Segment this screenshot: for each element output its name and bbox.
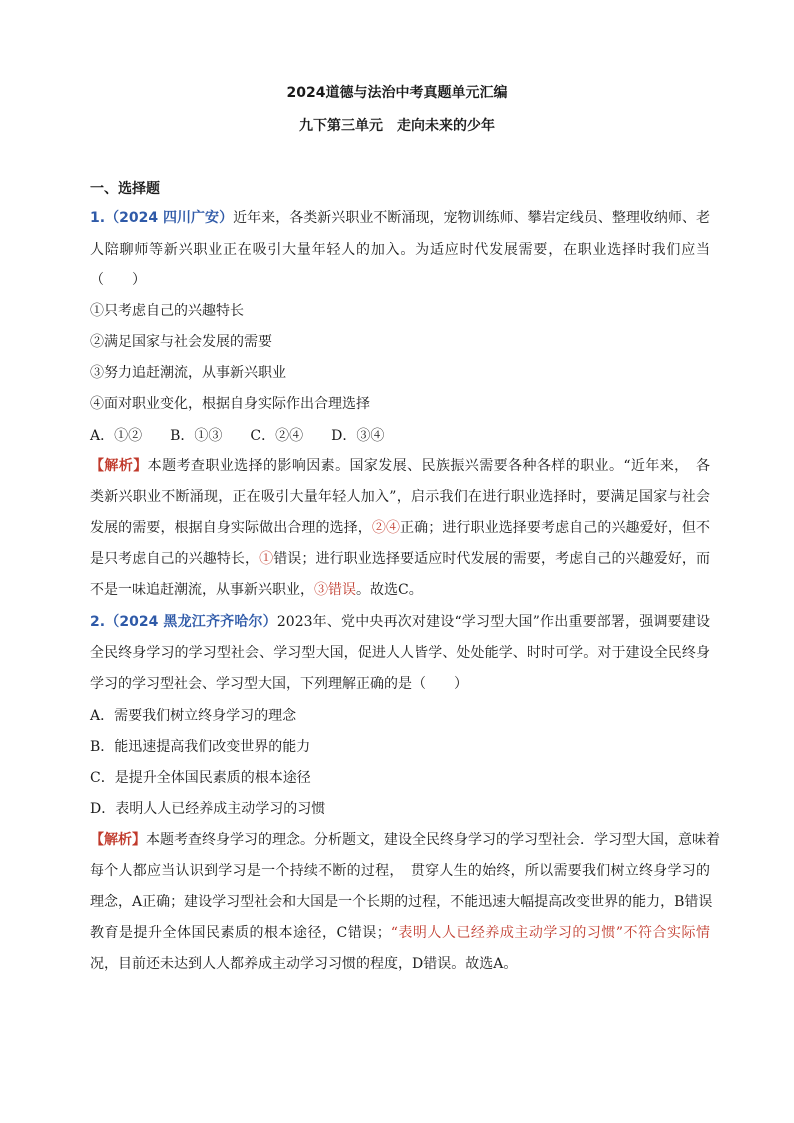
q2-stem-line3: 学习的学习型社会、学习型大国，下列理解正确的是（ ） — [90, 676, 468, 692]
q1-analysis-tag: 【解析】 — [90, 458, 148, 474]
q1-analysis-line1: 【解析】本题考查职业选择的影响因素。国家发展、民族振兴需要各种各样的职业。“近年来， 各 — [90, 458, 711, 474]
q1-stem-line2: 人陪聊师等新兴职业正在吸引大量年轻人的加入。为适应时代发展需要，在职业选择时我们应当 — [90, 242, 710, 258]
document-subtitle: 九下第三单元 走向未来的少年 — [299, 118, 495, 134]
q2-analysis-line5: 况，目前还未达到人人都养成主动学习习惯的程度，D错误。故选A。 — [90, 956, 518, 972]
q2-option-b: B．能迅速提高我们改变世界的能力 — [90, 739, 311, 755]
q2-stem-line2: 全民终身学习的学习型社会、学习型大国，促进人人皆学、处处能学、时时可学。对于建设全民终身 — [90, 645, 710, 661]
section-heading: 一、选择题 — [90, 181, 160, 197]
q1-stem-line1: 1.（2024 四川广安）近年来，各类新兴职业不断涌现，宠物训练师、攀岩定线员、整理收纳师、老 — [90, 210, 711, 226]
q1-number: 1.（2024 四川广安） — [90, 210, 234, 226]
q2-analysis-tag: 【解析】 — [90, 832, 146, 848]
q2-option-c: C．是提升全体国民素质的根本途径 — [90, 770, 311, 786]
q2-analysis-line3: 理念，A正确；建设学习型社会和大国是一个长期的过程，不能迅速大幅提高改变世界的能力，B错误 — [90, 894, 713, 910]
document-title: 2024道德与法治中考真题单元汇编 — [286, 85, 508, 101]
q1-analysis-line2: 类新兴职业不断涌现，正在吸引大量年轻人加入”，启示我们在进行职业选择时，要满足国家与社会 — [90, 489, 710, 505]
q1-analysis-line5: 不是一味追赶潮流，从事新兴职业，③错误。故选C。 — [90, 582, 423, 598]
q1-analysis-line3: 发展的需要，根据自身实际做出合理的选择，②④正确；进行职业选择要考虑自己的兴趣爱好，但不 — [90, 520, 710, 536]
q2-analysis-line2: 每个人都应当认识到学习是一个持续不断的过程， 贯穿人生的始终，所以需要我们树立终身学习的 — [90, 863, 710, 879]
q2-option-d: D．表明人人已经养成主动学习的习惯 — [90, 801, 326, 817]
q1-analysis-line4: 是只考虑自己的兴趣特长，①错误；进行职业选择要适应时代发展的需要，考虑自己的兴趣爱好，而 — [90, 551, 711, 567]
q1-item-1: ①只考虑自己的兴趣特长 — [90, 303, 244, 319]
q2-analysis-line4: 教育是提升全体国民素质的根本途径，C错误；“表明人人已经养成主动学习的习惯”不符合实际情 — [90, 925, 710, 941]
q1-item-4: ④面对职业变化，根据自身实际作出合理选择 — [90, 396, 370, 412]
q1-options: A．①② B．①③ C．②④ D．③④ — [90, 428, 385, 444]
q1-item-2: ②满足国家与社会发展的需要 — [90, 334, 272, 350]
q2-number: 2.（2024 黑龙江齐齐哈尔） — [90, 614, 277, 630]
q2-option-a: A．需要我们树立终身学习的理念 — [90, 708, 297, 724]
q1-item-3: ③努力追赶潮流，从事新兴职业 — [90, 365, 286, 381]
q1-stem-line3: （ ） — [90, 272, 146, 288]
q2-stem-line1: 2.（2024 黑龙江齐齐哈尔）2023年、党中央再次对建设“学习型大国”作出重要部署，强调要建设 — [90, 614, 710, 630]
q2-analysis-line1: 【解析】本题考查终身学习的理念。分析题文，建设全民终身学习的学习型社会．学习型大国，意味着 — [90, 832, 720, 848]
